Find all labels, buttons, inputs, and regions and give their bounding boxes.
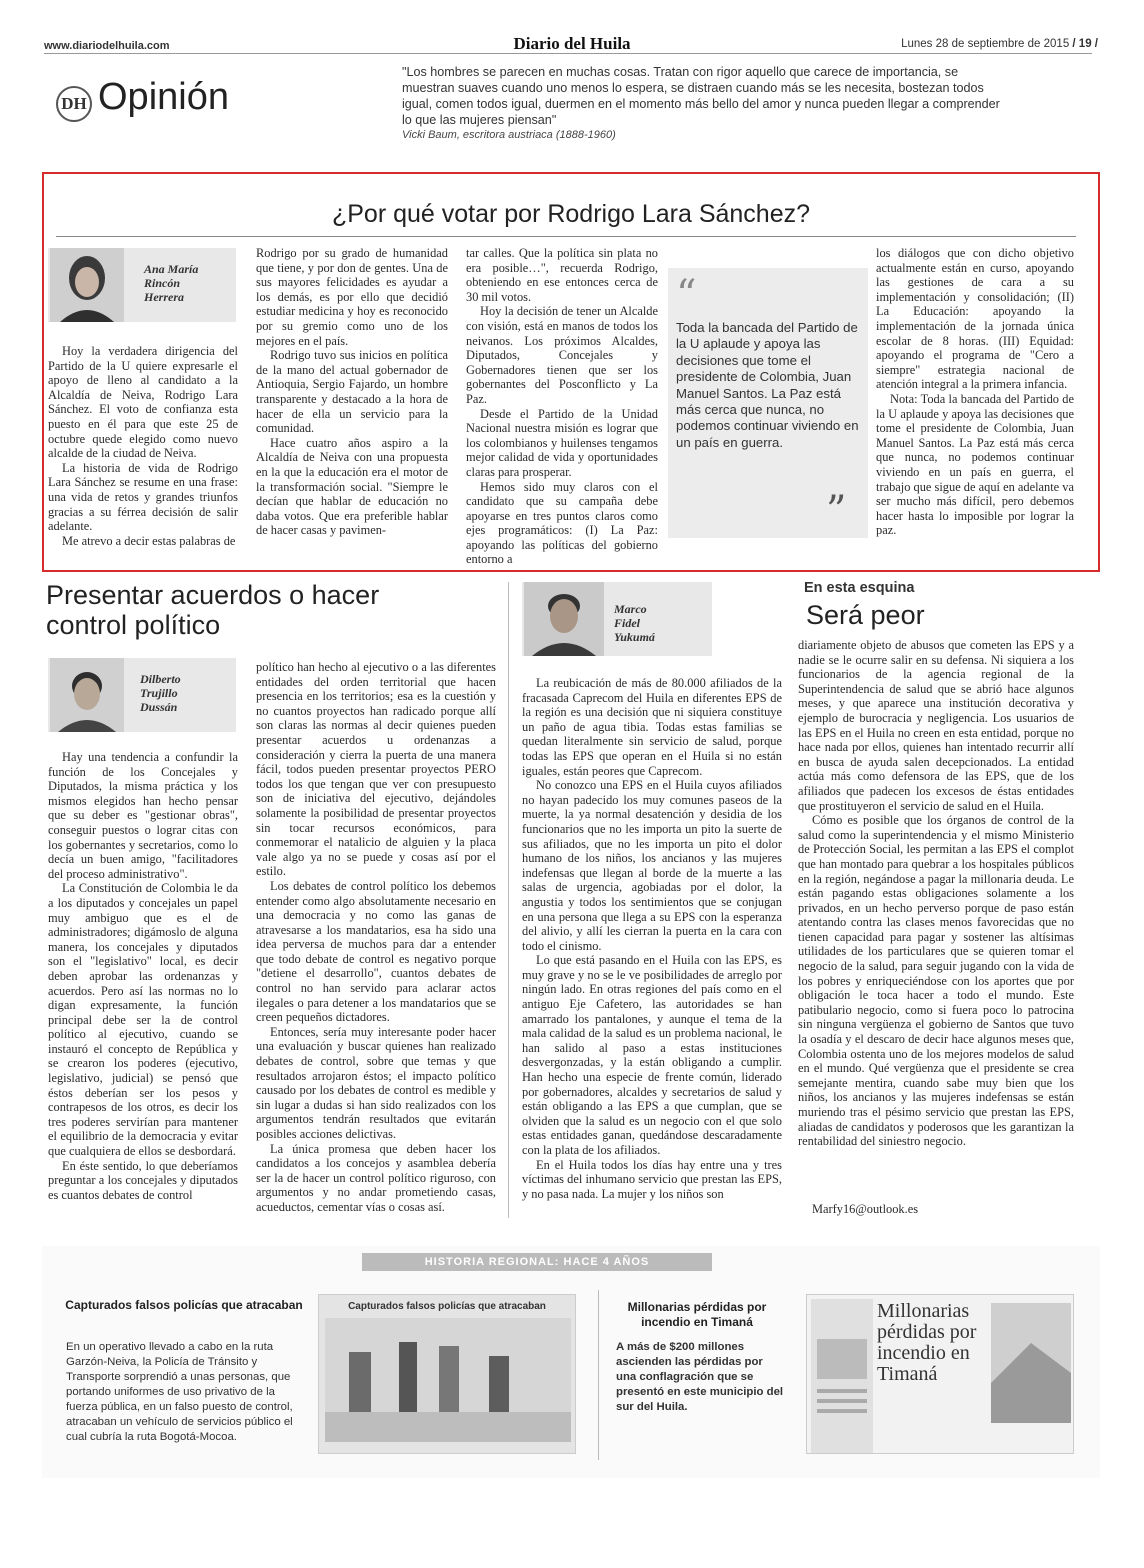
article-column-2: político han hecho al ejecutivo o a las diferentes entidades del orden territorial que hacen presencia en los territorios; esa es la cuestión y no cuantos proyectos han radicado porque allí son claras las normas al decir quienes pueden presentar acuerdos u ordenanzas a consideración y cierra la puerta de una manera fácil, todos pueden presentar proyectos PERO todos los que tengan que ver con presupuesto son de iniciativa del ejecutivo, dejándoles solamente la posibilidad de presentar proyectos sin tocar recursos económicos, para conmemorar el natalicio de alguien y la placa vale algo ya no se puede y cosas así por el estilo. Los debates de control político los debemos entender como algo absolutamente necesario en una democracia y no como las ganas de atravesarse a los mandatarios, esa ha sido una idea perversa de muchos para dar a entender que todo debate de control es negativo porque "detiene el desarrollo", cuantos debates de control no han servido para aclarar actos ilegales o para detener a los mandatarios que se creen pequeños dictadores. Entonces, sería muy interesante poder hacer una evaluación y buscar quienes han realizado debates de control, sobre que temas y que resultados arrojaron éstos; el impacto político causado por los debates de control es medible y sin lugar a dudas si han sido realizados con los argumentos tendrán resultados que evitarán posibles acciones delictivas. La única promesa que deben hacer los candidatos a los concejos y asamblea debería ser la de hacer un control político riguroso, con argumentos y no andar prometiendo casas, acueductos, cementar vías o cosas así. — [256, 660, 496, 1214]
article-column-1: Hay una tendencia a confundir la función de los Concejales y Diputados, la misma práctica y los mismos elegidos han hecho pensar que su deber es "gestionar obras", conseguir puestos o lograr citas con los gobernantes y secretarios, como lo decía un buen amigo, "facilitadores del proceso administrativo". La Constitución de Colombia le da a los diputados y concejales un papel muy ambiguo que es el de administradores; digámoslo de alguna manera, los concejales y diputados son el "legislativo" local, es decir deben aprobar las ordenanzas y acuerdos. Pero así las normas no lo digan expresamente, la función principal debe ser la de control político al ejecutivo, cuando se instauró el concepto de República y se crearon los poderes (ejecutivo, legislativo, judicial) se pensó que éstos deberían ser los pesos y contrapesos de los otros, es decir los tres poderes servirían para mantener el equilibrio de la democracia y evitar que cualquiera de ellos se desbordará. En éste sentido, lo que deberíamos preguntar a los concejales y diputados es cuantos debates de control — [48, 750, 238, 1202]
story-photo — [318, 1294, 576, 1454]
section-title: Opinión — [98, 76, 229, 118]
author-name: Marco Fidel Yukumá — [614, 602, 655, 644]
column-divider — [598, 1290, 599, 1460]
open-quote-icon: “ — [676, 272, 697, 318]
masthead: Diario del Huila — [513, 34, 631, 53]
featured-column-2: Rodrigo por su grado de humanidad que tiene, y por don de gentes. Una de sus mayores felicidades es ayudar a los demás, es por ello que decidió estudiar medicina y hoy es reconocido por su gremio como uno de los mejores en el país. Rodrigo tuvo sus inicios en política de la mano del actual gobernador de Antioquia, Sergio Fajardo, un hombre transparente y destacado a la hora de hacer de ella un servicio para la comunidad. Hace cuatro años aspiro a la Alcaldía de Neiva con una propuesta en la que la educación era el motor de la transformación social. "Siempre le decían que hablar de educación no daba votos. Que era preferible hablar de hacer casas y pavimen- — [256, 246, 448, 538]
photo-caption: Capturados falsos policías que atracaban — [348, 1301, 546, 1312]
site-url[interactable]: www.diariodelhuila.com — [44, 40, 170, 52]
news-photo-image — [319, 1312, 577, 1448]
portrait-image — [524, 582, 604, 656]
author-card — [522, 582, 712, 656]
story-clipping — [806, 1294, 1074, 1454]
article-column-4: diariamente objeto de abusos que cometen las EPS y a nadie se le ocurre salir en su defensa. Ni siquiera a los funcionarios de la agencia regional de la Superintendencia de salud que se abrió hace algunos meses, y que aparece una institución decorativa y ejemplo de burocracia y negligencia. Los usuarios de las EPS en el Huila no creen en esta entidad, porque no hace nada por ellos, quienes han intentado recurrir allí en busca de ayuda salen decepcionados. La entidad actúa más como defensora de las EPS, que de los afiliados que padecen los excesos de éstas entidades que prostituyeron el servicio de salud en el Huila. Cómo es posible que los órganos de control de la salud como la superintendencia y el mismo Ministerio de Protección Social, les permitan a las EPS el complot que han montado para quebrar a los hospitales públicos en la región, negándose a pagar la millonaria deuda. Le están pagando estas obligaciones solamente a los privados, en un hecho perverso porque de paso están atentando contra las clases menos favorecidas que no tienen capacidad para pagar y sostener las altísimas utilidades de los particulares que se quieren tomar el negocio de la salud, para seguir jugando con la vida de los pobres y enriqueciéndose con los aportes que por obligación le toca hacer a todo el mundo. Este patibulario negocio, como si fuera poco lo patrocina sin ninguna vergüenza el gobierno de Santos que tuvo la osadía y el descaro de decir hace algunos meses que, Colombia ostenta uno de los mejores modelos de salud en el mundo. Qué vergüenza que el presidente se crea semejante mentira, cuando sabe muy bien que los niños, los ancianos y las mujeres indefensas se están muriendo tras el pésimo servicio que prestan las EPS, aliadas de candidatos y poderosos que les garantizan la rentabilidad del siniestro negocio. — [798, 638, 1074, 1149]
column-kicker: En esta esquina — [804, 580, 915, 596]
story-body: En un operativo llevado a cabo en la ruta Garzón-Neiva, la Policía de Tránsito y Transporte sorprendió a unas personas, que portando uniformes de uso privativo de la fuerza pública, en un falso puesto de control, atracaban un vehículo de servicios público el cual cubría la ruta Bogotá-Mocoa. — [66, 1341, 293, 1443]
featured-article-title: ¿Por qué votar por Rodrigo Lara Sánchez? — [331, 200, 811, 228]
close-quote-icon: ” — [826, 488, 847, 534]
author-photo — [50, 658, 124, 732]
top-rule — [44, 53, 1092, 54]
author-card — [48, 248, 236, 322]
author-photo — [50, 248, 124, 322]
column-title: Será peor — [806, 600, 925, 630]
page-date: Lunes 28 de septiembre de 2015 / 19 / — [901, 38, 1098, 50]
section-quote: "Los hombres se parecen en muchas cosas. Tratan con rigor aquello que carece de importancia, se muestran suaves cuando uno menos lo espera, se distraen cuando más se les necesita, bostezan todos igual, comen todos igual, duermen en el momento más bello del amor y nunca pueden llegar a comprender lo que las mujeres piensan" — [402, 65, 1000, 127]
featured-column-3: tar calles. Que la política sin plata no era posible…", recuerda Rodrigo, obteniendo en ese entonces cerca de 30 mil votos. Hoy la decisión de tener un Alcalde con visión, está en manos de todos los neivanos. Los próximos Alcaldes, Diputados, Concejales y Gobernadores tienen que ser los gobernantes del Posconflicto y La Paz. Desde el Partido de la Unidad Nacional nuestra misión es lograr que los colombianos y huilenses tengamos mejor calidad de vida y oportunidades claras para prosperar. Hemos sido muy claros con el candidato que su campaña debe apoyarse en tres puntos claros como ejes programáticos: (I) La Paz: apoyando las políticas del gobierno entorno a — [466, 246, 658, 567]
author-name: Ana María Rincón Herrera — [144, 262, 199, 304]
author-photo — [524, 582, 604, 656]
portrait-image — [50, 248, 124, 322]
author-card — [48, 658, 236, 732]
divider — [56, 236, 1076, 237]
portrait-image — [50, 658, 124, 732]
story-title: Millonarias pérdidas por incendio en Timaná — [627, 1300, 767, 1329]
pull-quote-text: Toda la bancada del Partido de la U aplaude y apoya las decisiones que tome el presidente de Colombia, Juan Manuel Santos. La Paz está más cerca que nunca, no podemos continuar viviendo en un país en guerra. — [676, 320, 859, 450]
author-email[interactable]: Marfy16@outlook.es — [812, 1202, 919, 1216]
fire-photo-image — [991, 1303, 1071, 1423]
article-column-3: La reubicación de más de 80.000 afiliados de la fracasada Caprecom del Huila en diferentes EPS de la región es una decisión que ni siquiera constituye un paño de agua tibia. Todas estas familias se quedan literalmente sin servicio de salud, porque todas las EPS que operan en el Huila si no están iguales, están peores que Caprecom. No conozco una EPS en el Huila cuyos afiliados no hayan padecido los muy comunes paseos de la muerte, la ya normal desatención y desidia de los funcionarios que no les importa un pito la suerte de sus afiliados, que no les importa un pito el dolor humano de los niños, los ancianos y las mujeres indefensas que llegan al borde de la muerte a las salas de urgencia, agobiadas por el dolor, la angustia y todos los sentimientos que se conjugan en una persona que llega a su EPS con la esperanza del alivio, y allí les cierran la puerta en la cara con todo el cinismo. Lo que está pasando en el Huila con las EPS, es muy grave y no se le ve posibilidades de arreglo por ningún lado. En otras regiones del país como en el antiguo Eje Cafetero, las autoridades se han amarrado los pantalones, y aunque el tema de la mala calidad de la salud es un problema nacional, le han salido al paso a estas instituciones desvergonzadas, y la están obligando a cumplir. Han hecho una especie de frente común, liderado por gobernadores, alcaldes y secretarios de salud y están obligando a las EPS a que cumplan, que se olviden que la salud es un negocio con el que solo estas entidades ganan, quedándose descaradamente con la plata de los afiliados. En el Huila todos los días hay entre una y tres víctimas del inhumano servicio que prestan las EPS, y no pasa nada. La mujer y los niños son — [522, 676, 782, 1201]
clipping-image — [811, 1299, 873, 1453]
featured-column-4: los diálogos que con dicho objetivo actualmente están en curso, apoyando las gestiones de cara a su implementación y consolidación; (II) La Educación: apoyando la implementación de la jornada única escolar de 8 horas. (III) Equidad: apoyando el programa de "Cero a siempre" estrategia nacional de atención integral a la primera infancia. Nota: Toda la bancada del Partido de la U aplaude y apoya las decisiones que tome el presidente de Colombia, Juan Manuel Santos. La Paz está más cerca que nunca, no podemos continuar viviendo en un país en guerra, el trabajo que sigue de aquí en adelante va ser mucho más difícil, pero debemos hacer hasta lo imposible por lograr la paz. — [876, 246, 1074, 538]
featured-column-1: Hoy la verdadera dirigencia del Partido de la U quiere expresarle el apoyo de lleno al candidato a la Alcaldía de Neiva, Rodrigo Lara Sánchez. El voto de confianza esta puesto en él para que este 25 de octubre quede elegido como nuevo alcalde de la ciudad de Neiva. La historia de vida de Rodrigo Lara Sánchez se resume en una frase: una vida de retos y grandes triunfos gracias a su férrea decisión de salir adelante. Me atrevo a decir estas palabras de — [48, 344, 238, 548]
story-body: A más de $200 millones ascienden las pérdidas por una conflagración que se presentó en este municipio del sur del Huila. — [616, 1341, 784, 1413]
clipping-headline: Millonarias pérdidas por incendio en Timaná — [877, 1300, 977, 1385]
author-name: Dilberto Trujillo Dussán — [140, 672, 181, 714]
story-title: Capturados falsos policías que atracaban — [65, 1298, 303, 1312]
dh-logo: DH — [56, 86, 92, 122]
quote-author: Vicki Baum, escritora austriaca (1888-1960) — [402, 129, 616, 141]
column-divider — [508, 582, 509, 1218]
historia-regional-banner: HISTORIA REGIONAL: HACE 4 AÑOS — [362, 1253, 712, 1271]
article-title: Presentar acuerdos o hacer control político — [46, 580, 380, 640]
